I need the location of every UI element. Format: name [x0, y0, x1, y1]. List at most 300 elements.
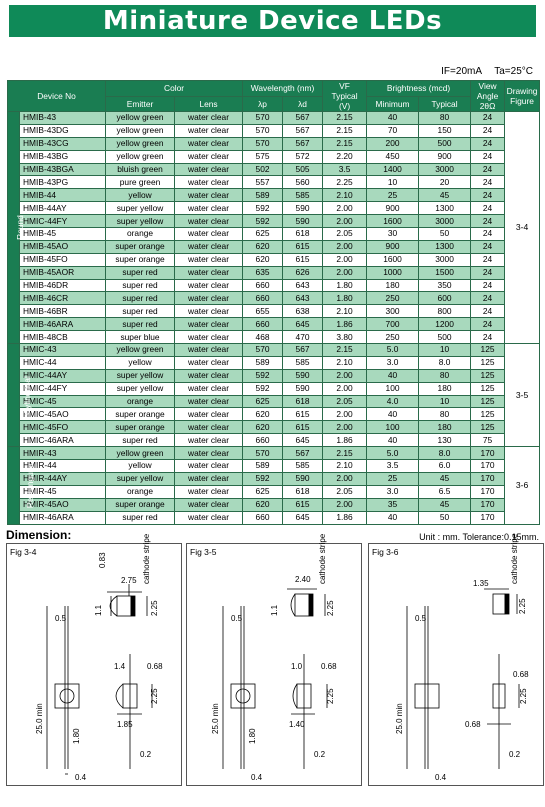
table-cell: 130: [419, 434, 471, 447]
table-cell: 24: [471, 318, 505, 331]
current-condition: IF=20mA: [441, 66, 482, 77]
table-cell: 1000: [367, 266, 419, 279]
group-label: Rectangular: [8, 447, 20, 524]
table-cell: 24: [471, 202, 505, 215]
table-cell: 660: [243, 511, 283, 524]
table-cell: 125: [471, 408, 505, 421]
dim-e: 0.5: [231, 614, 243, 623]
table-cell: 3000: [419, 253, 471, 266]
table-cell: super red: [106, 305, 175, 318]
dim-m: 0.68: [465, 720, 481, 729]
dimension-title: Dimension:: [6, 528, 72, 542]
table-cell: 615: [283, 408, 323, 421]
header-minimum: Minimum: [367, 96, 419, 112]
table-cell: 2.00: [323, 421, 367, 434]
table-cell: 567: [283, 112, 323, 125]
table-row: [8, 279, 540, 292]
table-row: [8, 292, 540, 305]
table-cell: 645: [283, 511, 323, 524]
table-cell: super yellow: [106, 215, 175, 228]
table-cell: water clear: [175, 137, 243, 150]
table-row: [8, 176, 540, 189]
table-row: [8, 189, 540, 202]
table-cell: HMIB-43DG: [20, 124, 106, 137]
table-cell: 660: [243, 292, 283, 305]
table-row: [8, 447, 540, 460]
table-cell: 900: [367, 240, 419, 253]
table-cell: 170: [471, 460, 505, 473]
table-cell: water clear: [175, 421, 243, 434]
table-cell: 1200: [419, 318, 471, 331]
table-cell: super yellow: [106, 202, 175, 215]
table-cell: water clear: [175, 434, 243, 447]
table-row: [8, 228, 540, 241]
cathode-stripe-label: cathode stripe: [142, 533, 151, 584]
table-cell: water clear: [175, 112, 243, 125]
table-cell: 24: [471, 240, 505, 253]
table-cell: 2.00: [323, 202, 367, 215]
table-cell: super red: [106, 511, 175, 524]
table-cell: 590: [283, 369, 323, 382]
table-cell: 45: [419, 498, 471, 511]
table-cell: HMIR-44AY: [20, 472, 106, 485]
table-cell: 10: [419, 395, 471, 408]
table-cell: 645: [283, 434, 323, 447]
table-cell: 24: [471, 137, 505, 150]
dim-d: 2.25: [518, 598, 527, 614]
table-cell: 25: [367, 189, 419, 202]
table-cell: 170: [471, 498, 505, 511]
table-row: [8, 215, 540, 228]
table-cell: 567: [283, 447, 323, 460]
table-cell: water clear: [175, 498, 243, 511]
table-cell: HMIB-46ARA: [20, 318, 106, 331]
table-cell: HMIB-46BR: [20, 305, 106, 318]
table-cell: 615: [283, 498, 323, 511]
table-cell: 590: [283, 382, 323, 395]
figure-label: Fig 3-6: [372, 547, 399, 557]
drawing-figure-ref: 3-5: [505, 344, 540, 447]
table-cell: water clear: [175, 228, 243, 241]
dim-b: 2.75: [121, 576, 137, 585]
table-cell: HMIC-46ARA: [20, 434, 106, 447]
table-cell: 4.0: [367, 395, 419, 408]
table-cell: 24: [471, 163, 505, 176]
table-row: [8, 395, 540, 408]
table-cell: 2.10: [323, 305, 367, 318]
table-cell: 80: [419, 408, 471, 421]
table-cell: 40: [367, 112, 419, 125]
table-cell: super orange: [106, 240, 175, 253]
table-cell: 575: [243, 150, 283, 163]
table-cell: yellow: [106, 356, 175, 369]
table-cell: water clear: [175, 124, 243, 137]
table-cell: HMIB-43BG: [20, 150, 106, 163]
table-cell: 635: [243, 266, 283, 279]
table-cell: 618: [283, 485, 323, 498]
table-cell: 585: [283, 460, 323, 473]
table-cell: HMIB-44AY: [20, 202, 106, 215]
table-row: [8, 240, 540, 253]
table-cell: 1600: [367, 215, 419, 228]
dim-k: 0.2: [140, 750, 152, 759]
table-cell: super red: [106, 292, 175, 305]
table-cell: water clear: [175, 176, 243, 189]
table-cell: 40: [367, 369, 419, 382]
table-row: [8, 305, 540, 318]
header-color: Color: [106, 81, 243, 97]
dim-b: 1.35: [473, 579, 489, 588]
dim-g: 0.68: [513, 670, 529, 679]
table-cell: HMIC-45AO: [20, 408, 106, 421]
table-cell: water clear: [175, 447, 243, 460]
table-row: [8, 112, 540, 125]
figure-label: Fig 3-4: [10, 547, 37, 557]
dim-f: 1.0: [291, 662, 303, 671]
table-cell: 2.25: [323, 176, 367, 189]
table-cell: 45: [419, 472, 471, 485]
table-cell: 24: [471, 305, 505, 318]
table-cell: 620: [243, 240, 283, 253]
table-cell: 615: [283, 253, 323, 266]
table-cell: 80: [419, 112, 471, 125]
table-cell: 250: [367, 331, 419, 344]
table-cell: 585: [283, 356, 323, 369]
table-cell: water clear: [175, 189, 243, 202]
table-cell: water clear: [175, 266, 243, 279]
table-cell: 2.00: [323, 215, 367, 228]
table-cell: 180: [419, 382, 471, 395]
table-cell: 643: [283, 292, 323, 305]
table-cell: 170: [471, 511, 505, 524]
table-cell: 655: [243, 305, 283, 318]
table-row: [8, 137, 540, 150]
header-view-angle: View Angle 2θΩ: [471, 81, 505, 112]
table-cell: water clear: [175, 305, 243, 318]
table-cell: 200: [367, 137, 419, 150]
header-drawing: Drawing Figure: [505, 81, 540, 112]
table-cell: super red: [106, 318, 175, 331]
header-typical: Typical: [419, 96, 471, 112]
table-cell: HMIB-45AOR: [20, 266, 106, 279]
table-row: [8, 202, 540, 215]
table-cell: 2.00: [323, 408, 367, 421]
table-cell: 1.80: [323, 279, 367, 292]
dim-j: 1.85: [117, 720, 133, 729]
header-device-no: Device No: [8, 81, 106, 112]
table-cell: 3.5: [367, 460, 419, 473]
dim-c: 1.1: [94, 604, 103, 616]
table-cell: 585: [283, 189, 323, 202]
lead-length: 25.0 min: [395, 703, 404, 734]
dim-c: 1.1: [270, 604, 279, 616]
figure-3-5: [186, 533, 362, 786]
table-cell: 8.0: [419, 447, 471, 460]
dim-g: 0.68: [321, 662, 337, 671]
table-cell: 125: [471, 344, 505, 357]
dim-a: 0.83: [98, 552, 107, 568]
table-cell: 2.15: [323, 124, 367, 137]
lead-length: 25.0 min: [35, 703, 44, 734]
table-cell: 570: [243, 112, 283, 125]
table-cell: water clear: [175, 408, 243, 421]
table-cell: 70: [367, 124, 419, 137]
table-cell: 660: [243, 318, 283, 331]
table-cell: 592: [243, 382, 283, 395]
table-cell: 2.10: [323, 356, 367, 369]
table-cell: 570: [243, 344, 283, 357]
table-row: [8, 318, 540, 331]
table-cell: super yellow: [106, 369, 175, 382]
table-cell: water clear: [175, 511, 243, 524]
table-cell: 592: [243, 202, 283, 215]
table-cell: HMIB-44: [20, 189, 106, 202]
table-cell: 557: [243, 176, 283, 189]
table-cell: 2.00: [323, 472, 367, 485]
table-cell: 900: [419, 150, 471, 163]
table-row: [8, 511, 540, 524]
header-lambda-d: λd: [283, 96, 323, 112]
table-cell: water clear: [175, 485, 243, 498]
table-cell: water clear: [175, 344, 243, 357]
table-cell: yellow: [106, 189, 175, 202]
table-cell: 170: [471, 485, 505, 498]
figure-label: Fig 3-5: [190, 547, 217, 557]
dim-k: 0.2: [509, 750, 521, 759]
table-cell: HMIB-43CG: [20, 137, 106, 150]
table-cell: water clear: [175, 202, 243, 215]
test-conditions: [431, 66, 533, 77]
table-cell: super orange: [106, 408, 175, 421]
table-cell: super blue: [106, 331, 175, 344]
table-cell: yellow: [106, 460, 175, 473]
table-cell: 1.80: [323, 292, 367, 305]
table-cell: 625: [243, 395, 283, 408]
table-cell: HMIC-44FY: [20, 215, 106, 228]
table-cell: 24: [471, 189, 505, 202]
table-cell: 625: [243, 485, 283, 498]
table-cell: HMIC-44AY: [20, 369, 106, 382]
table-cell: 40: [367, 511, 419, 524]
table-cell: 1600: [367, 253, 419, 266]
table-cell: yellow green: [106, 447, 175, 460]
table-cell: 590: [283, 202, 323, 215]
dim-h: 2.25: [150, 688, 159, 704]
table-cell: 2.15: [323, 112, 367, 125]
table-cell: 618: [283, 228, 323, 241]
table-cell: 24: [471, 150, 505, 163]
table-cell: 618: [283, 395, 323, 408]
table-cell: 2.05: [323, 395, 367, 408]
table-cell: HMIB-46CR: [20, 292, 106, 305]
table-cell: 5.0: [367, 447, 419, 460]
table-cell: 572: [283, 150, 323, 163]
table-cell: HMIC-44: [20, 356, 106, 369]
table-cell: water clear: [175, 369, 243, 382]
table-cell: 20: [419, 176, 471, 189]
drawing-figure-ref: 3-4: [505, 112, 540, 344]
table-cell: 592: [243, 472, 283, 485]
table-cell: 24: [471, 176, 505, 189]
table-cell: 2.15: [323, 344, 367, 357]
table-cell: 350: [419, 279, 471, 292]
table-cell: 300: [367, 305, 419, 318]
table-cell: 1500: [419, 266, 471, 279]
table-cell: HMIC-44FY: [20, 382, 106, 395]
table-cell: 620: [243, 253, 283, 266]
table-cell: 567: [283, 344, 323, 357]
table-cell: HMIC-45: [20, 395, 106, 408]
table-cell: HMIC-43: [20, 344, 106, 357]
table-cell: 80: [419, 369, 471, 382]
table-row: [8, 382, 540, 395]
table-cell: 170: [471, 472, 505, 485]
table-cell: yellow green: [106, 150, 175, 163]
table-row: [8, 498, 540, 511]
table-row: [8, 472, 540, 485]
table-cell: 590: [283, 472, 323, 485]
dim-g: 0.68: [147, 662, 163, 671]
table-row: [8, 253, 540, 266]
table-cell: 35: [367, 498, 419, 511]
table-cell: 2.15: [323, 137, 367, 150]
table-row: [8, 344, 540, 357]
table-cell: 643: [283, 279, 323, 292]
dim-f: 1.4: [114, 662, 126, 671]
table-cell: HMIR-45: [20, 485, 106, 498]
table-cell: 10: [419, 344, 471, 357]
table-cell: super red: [106, 279, 175, 292]
table-cell: super orange: [106, 498, 175, 511]
dim-h: 2.25: [519, 688, 528, 704]
dim-i: 1.80: [72, 728, 81, 744]
table-cell: water clear: [175, 292, 243, 305]
table-cell: super red: [106, 434, 175, 447]
dim-e: 0.5: [415, 614, 427, 623]
table-cell: 2.00: [323, 382, 367, 395]
table-cell: 2.00: [323, 266, 367, 279]
table-cell: water clear: [175, 279, 243, 292]
spec-table: [7, 80, 540, 525]
table-row: [8, 434, 540, 447]
table-cell: water clear: [175, 472, 243, 485]
table-cell: 125: [471, 395, 505, 408]
table-cell: water clear: [175, 382, 243, 395]
table-cell: 615: [283, 421, 323, 434]
table-cell: 1300: [419, 202, 471, 215]
table-row: [8, 356, 540, 369]
table-cell: HMIR-45AO: [20, 498, 106, 511]
table-row: [8, 485, 540, 498]
table-cell: HMIR-46ARA: [20, 511, 106, 524]
table-cell: water clear: [175, 253, 243, 266]
table-cell: 100: [367, 421, 419, 434]
table-cell: 2.00: [323, 253, 367, 266]
table-cell: 600: [419, 292, 471, 305]
table-cell: 50: [419, 511, 471, 524]
table-cell: yellow green: [106, 137, 175, 150]
table-cell: 660: [243, 434, 283, 447]
table-cell: 500: [419, 331, 471, 344]
table-cell: 3000: [419, 163, 471, 176]
dim-k: 0.2: [314, 750, 326, 759]
table-cell: 567: [283, 124, 323, 137]
table-cell: orange: [106, 485, 175, 498]
table-cell: 8.0: [419, 356, 471, 369]
table-cell: 3.80: [323, 331, 367, 344]
table-cell: 6.5: [419, 485, 471, 498]
table-cell: 125: [471, 382, 505, 395]
table-cell: 30: [367, 228, 419, 241]
table-row: [8, 460, 540, 473]
table-cell: 800: [419, 305, 471, 318]
table-cell: water clear: [175, 460, 243, 473]
table-cell: 125: [471, 356, 505, 369]
table-cell: HMIB-43PG: [20, 176, 106, 189]
table-row: [8, 266, 540, 279]
table-cell: 2.10: [323, 189, 367, 202]
table-cell: super orange: [106, 421, 175, 434]
table-cell: HMIR-43: [20, 447, 106, 460]
table-cell: HMIC-45FO: [20, 421, 106, 434]
table-cell: water clear: [175, 356, 243, 369]
table-cell: 505: [283, 163, 323, 176]
table-cell: 1.86: [323, 434, 367, 447]
dim-l: 0.4: [75, 773, 87, 782]
table-cell: 24: [471, 266, 505, 279]
table-cell: HMIB-45FO: [20, 253, 106, 266]
table-cell: water clear: [175, 163, 243, 176]
dim-d: 2.25: [150, 600, 159, 616]
table-cell: 589: [243, 460, 283, 473]
figure-3-5-drawing: [187, 533, 361, 785]
table-cell: 615: [283, 240, 323, 253]
table-cell: 24: [471, 112, 505, 125]
table-cell: 24: [471, 215, 505, 228]
table-cell: 645: [283, 318, 323, 331]
page-title: Miniature Device LEDs: [9, 5, 536, 37]
cathode-stripe-label: cathode stripe: [510, 533, 519, 584]
table-row: [8, 124, 540, 137]
table-row: [8, 163, 540, 176]
table-cell: 700: [367, 318, 419, 331]
table-cell: water clear: [175, 240, 243, 253]
table-cell: 24: [471, 331, 505, 344]
table-cell: 24: [471, 253, 505, 266]
header-brightness: Brightness (mcd): [367, 81, 471, 97]
group-label: Round: [8, 112, 20, 344]
table-cell: 24: [471, 124, 505, 137]
header-emitter: Emitter: [106, 96, 175, 112]
table-cell: 570: [243, 124, 283, 137]
table-cell: 625: [243, 228, 283, 241]
table-cell: 180: [419, 421, 471, 434]
table-cell: 638: [283, 305, 323, 318]
table-cell: 1400: [367, 163, 419, 176]
table-cell: 24: [471, 292, 505, 305]
header-wavelength: Wavelength (nm): [243, 81, 323, 97]
table-cell: 620: [243, 498, 283, 511]
table-cell: 10: [367, 176, 419, 189]
dim-h: 2.25: [326, 688, 335, 704]
table-cell: 3000: [419, 215, 471, 228]
table-cell: 567: [283, 137, 323, 150]
table-cell: yellow green: [106, 124, 175, 137]
dim-j: 1.40: [289, 720, 305, 729]
table-cell: 100: [367, 382, 419, 395]
table-cell: orange: [106, 228, 175, 241]
drawing-figure-ref: 3-6: [505, 447, 540, 524]
